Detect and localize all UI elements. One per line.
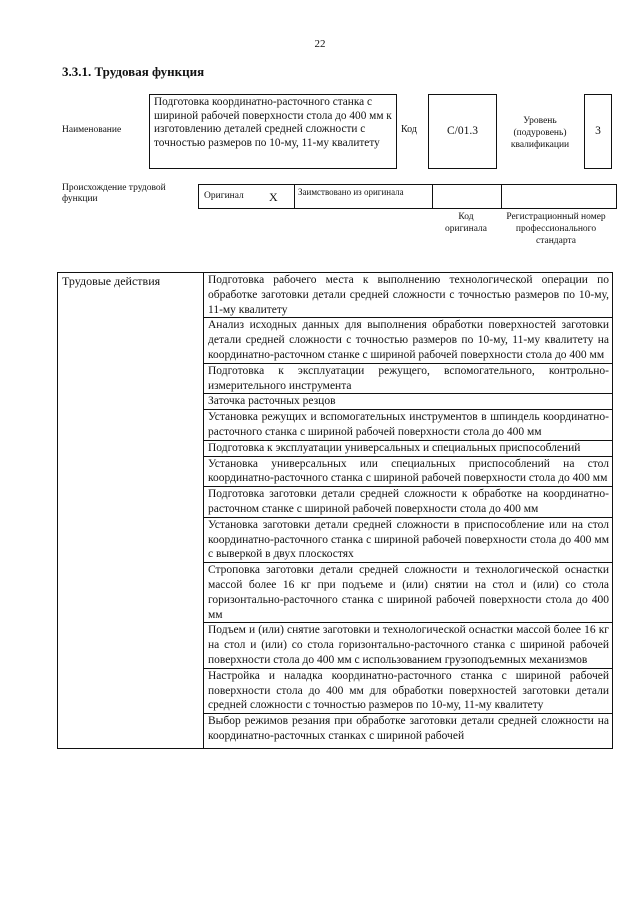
function-code-value: С/01.3 [428, 94, 497, 169]
labor-action-item: Подготовка к эксплуатации режущего, вспомогательного, контрольно-измерительного инструмента [204, 364, 612, 395]
labor-actions-table [57, 272, 613, 749]
original-mark: X [269, 190, 278, 204]
origin-row [198, 184, 617, 209]
reg-number-cell [501, 184, 617, 209]
labor-action-item: Подъем и (или) снятие заготовки и технологической оснастки массой более 16 кг на стол и (или) со стола горизонтально-расточного станка с шириной рабочей поверхности стола до 400 мм с использованием грузоподъемных механизмов [204, 623, 612, 668]
labor-action-item: Настройка и наладка координатно-расточного станка с шириной рабочей поверхности стола до 400 мм для обработки поверхностей заготовки детали средней сложности с точностью размеров по 10-му, 11-му квалитету [204, 669, 612, 714]
reg-number-label: Регистрационный номер профессионального стандарта [506, 212, 606, 246]
original-cell [198, 184, 295, 209]
labor-actions-label: Трудовые действия [58, 273, 204, 749]
borrowed-label: Заимствовано из оригинала [294, 184, 433, 209]
labor-action-item: Подготовка заготовки детали средней сложности к обработке на координатно-расточном станке с шириной рабочей поверхности стола до 400 мм [204, 487, 612, 518]
labor-action-item: Подготовка к эксплуатации универсальных и специальных приспособлений [204, 441, 612, 457]
code-original-cell [432, 184, 502, 209]
labor-action-item: Строповка заготовки детали средней сложности и технологической оснастки массой более 16 кг при подъеме и (или) снятии на стол и (или) со стола горизонтально-расточного станка с шириной рабочей поверхности стола до 400 мм [204, 563, 612, 623]
labor-action-item: Установка заготовки детали средней сложности в приспособление или на стол координатно-расточного станка с шириной рабочей поверхности стола до 400 мм с выверкой в двух плоскостях [204, 518, 612, 563]
labor-actions-list [204, 273, 613, 749]
page-number: 22 [314, 38, 326, 50]
function-name-value: Подготовка координатно-расточного станка с шириной рабочей поверхности стола до 400 мм к изготовлению деталей средней сложности с точностью размеров по 10-му, 11-му квалитету [149, 94, 397, 169]
code-label: Код [401, 124, 417, 135]
name-label: Наименование [62, 125, 122, 135]
labor-action-item: Установка универсальных или специальных приспособлений на стол координатно-расточного станка с шириной рабочей поверхности стола до 400 мм [204, 457, 612, 488]
level-label: Уровень (подуровень) квалификации [510, 116, 570, 150]
original-label: Оригинал [204, 191, 244, 201]
labor-action-item: Подготовка рабочего места к выполнению технологической операции по обработке заготовки детали средней сложности с точностью размеров по 10-му, 11-му квалитету [204, 273, 612, 318]
section-title: 3.3.1. Трудовая функция [62, 64, 205, 79]
code-original-label: Код оригинала [445, 212, 487, 234]
labor-action-item: Выбор режимов резания при обработке заготовки детали средней сложности на координатно-расточных станках с шириной рабочей [208, 715, 609, 742]
level-value: 3 [584, 94, 612, 169]
labor-action-item: Заточка расточных резцов [204, 394, 612, 410]
labor-action-item: Анализ исходных данных для выполнения обработки поверхностей заготовки детали средней сложности с точностью размеров по 10-му, 11-му квалитету на координатно-расточном станке с шириной рабочей поверхности стола до 400 мм [204, 318, 612, 363]
origin-label: Происхождение трудовой функции [62, 183, 166, 204]
labor-action-item: Установка режущих и вспомогательных инструментов в шпиндель координатно-расточного станка с шириной рабочей поверхности стола до 400 мм [204, 410, 612, 441]
